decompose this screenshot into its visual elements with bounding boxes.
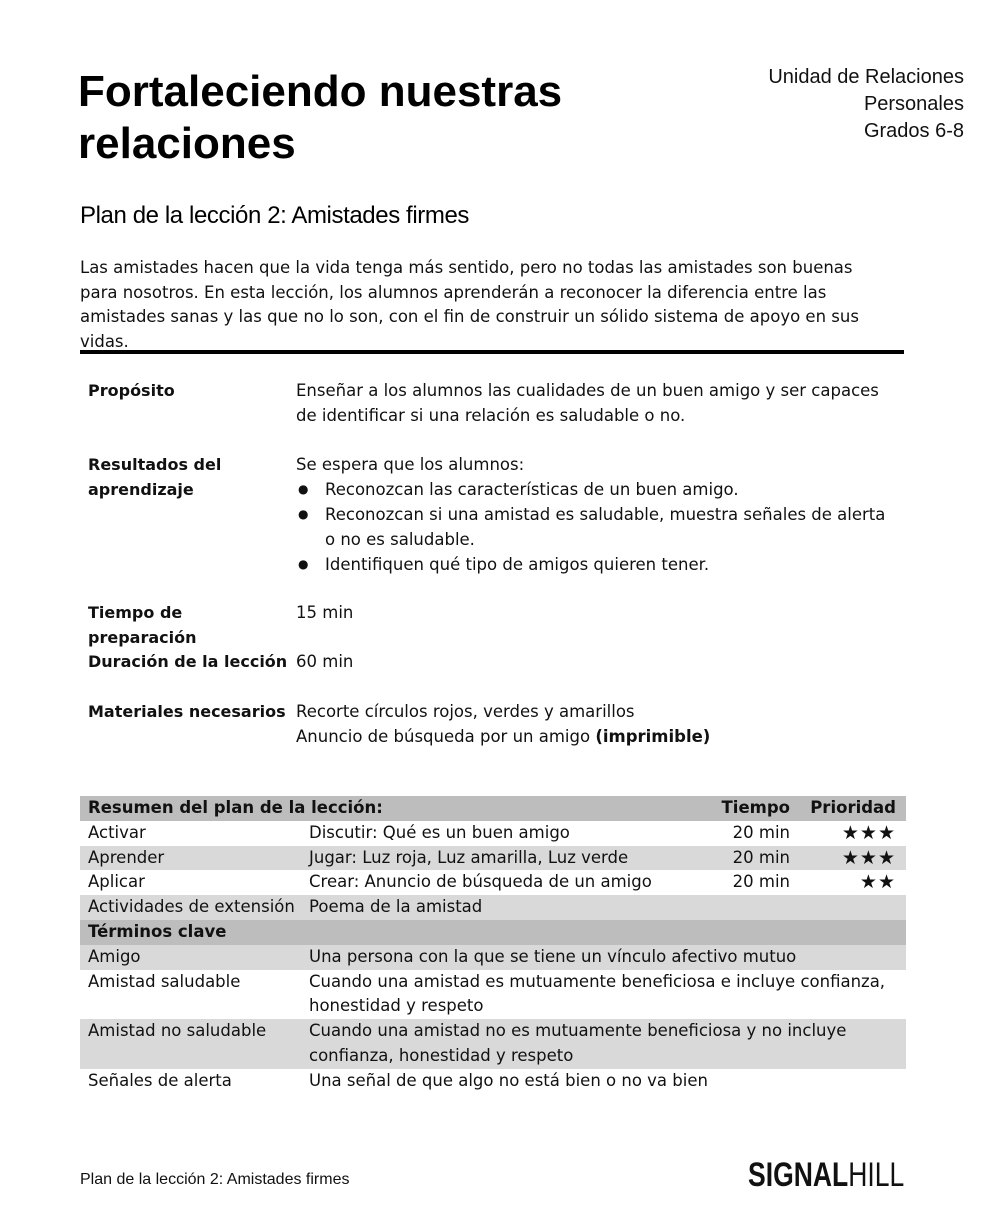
list-item: ● Reconozcan si una amistad es saludable, muestra señales de alerta o no es saludable. <box>296 502 896 552</box>
table-row <box>80 821 906 846</box>
terms-header: Términos clave <box>88 921 227 941</box>
term-cell: Amistad no saludable <box>88 1021 267 1041</box>
phase-cell: Actividades de extensión <box>88 897 295 917</box>
summary-header-label: Resumen del plan de la lección: <box>88 798 383 817</box>
page-title: Fortaleciendo nuestras relaciones <box>78 67 563 168</box>
priority-stars: ★★★ <box>841 821 896 844</box>
grade-line: Grados 6-8 <box>863 120 964 142</box>
table-row <box>80 870 906 895</box>
outcomes-value <box>296 452 896 577</box>
prep-value: 15 min <box>296 603 354 622</box>
time-cell: 20 min <box>732 872 790 892</box>
intro-paragraph: Las amistades hacen que la vida tenga más sentido, pero no todas las amistades son buenas para nosotros. En esta lección, los alumnos aprenderán a reconocer la diferencia entre las amistades sanas y las que no lo son, con el fin de construir un sólido sistema de apoyo en sus vidas. <box>80 258 859 351</box>
signal-hill-logo <box>748 1150 904 1200</box>
phase-cell: Aplicar <box>88 872 145 892</box>
printable-label: (imprimible) <box>595 727 711 746</box>
definition-cell: Una señal de que algo no está bien o no va bien <box>309 1070 708 1090</box>
activity-cell: Discutir: Qué es un buen amigo <box>309 822 570 842</box>
unit-line: Personales <box>863 93 964 115</box>
unit-line: Unidad de Relaciones <box>768 66 964 88</box>
lesson-heading: Plan de la lección 2: Amistades firmes <box>80 202 469 229</box>
duration-label: Duración de la lección <box>88 652 288 671</box>
terms-header-row <box>80 920 906 945</box>
time-cell: 20 min <box>732 847 790 867</box>
priority-header: Prioridad <box>810 798 896 817</box>
purpose-value: Enseñar a los alumnos las cualidades de un buen amigo y ser capaces de identificar si una relación es saludable o no. <box>296 381 879 425</box>
list-item: ● Reconozcan las características de un buen amigo. <box>296 477 896 502</box>
term-cell: Amistad saludable <box>88 971 241 991</box>
duration-value: 60 min <box>296 652 354 671</box>
phase-cell: Activar <box>88 822 146 842</box>
table-row <box>80 895 906 920</box>
section-divider <box>80 350 904 354</box>
footer-lesson-title: Plan de la lección 2: Amistades firmes <box>80 1171 350 1188</box>
activity-cell: Jugar: Luz roja, Luz amarilla, Luz verde <box>309 847 629 867</box>
logo-signal: SIGNAL <box>747 1156 848 1194</box>
term-cell: Señales de alerta <box>88 1070 232 1090</box>
materials-line <box>296 724 896 749</box>
definition-cell: Una persona con la que se tiene un vínculo afectivo mutuo <box>309 946 797 966</box>
table-row <box>80 846 906 871</box>
table-row <box>80 1069 906 1094</box>
outcomes-label: Resultados del aprendizaje <box>88 455 222 499</box>
lesson-summary-table <box>80 796 906 1094</box>
definition-cell: Cuando una amistad es mutuamente beneficiosa e incluye confianza, honestidad y respeto <box>309 971 886 1016</box>
materials-line: Recorte círculos rojos, verdes y amarillos <box>296 702 635 721</box>
outcomes-intro: Se espera que los alumnos: <box>296 455 525 474</box>
prep-label: Tiempo de preparación <box>88 603 197 647</box>
table-row <box>80 1019 906 1069</box>
time-cell: 20 min <box>732 822 790 842</box>
priority-stars: ★★★ <box>841 846 896 869</box>
outcomes-list <box>296 477 896 577</box>
definition-cell: Cuando una amistad no es mutuamente beneficiosa y no incluye confianza, honestidad y respeto <box>309 1021 847 1065</box>
priority-stars: ★★ <box>859 871 896 894</box>
list-item: ● Identifiquen qué tipo de amigos quieren tener. <box>296 552 896 577</box>
unit-info <box>644 64 964 145</box>
materials-label: Materiales necesarios <box>88 702 286 721</box>
materials-value <box>296 699 896 749</box>
logo-hill: HILL <box>847 1156 904 1194</box>
materials-item: Anuncio de búsqueda por un amigo <box>296 727 591 746</box>
summary-header-row <box>80 796 906 821</box>
phase-cell: Aprender <box>88 847 165 867</box>
purpose-label: Propósito <box>88 381 175 400</box>
table-row <box>80 945 906 970</box>
activity-cell: Poema de la amistad <box>309 897 483 917</box>
table-row <box>80 970 906 1020</box>
activity-cell: Crear: Anuncio de búsqueda de un amigo <box>309 872 652 892</box>
time-header: Tiempo <box>721 798 790 817</box>
term-cell: Amigo <box>88 946 141 966</box>
